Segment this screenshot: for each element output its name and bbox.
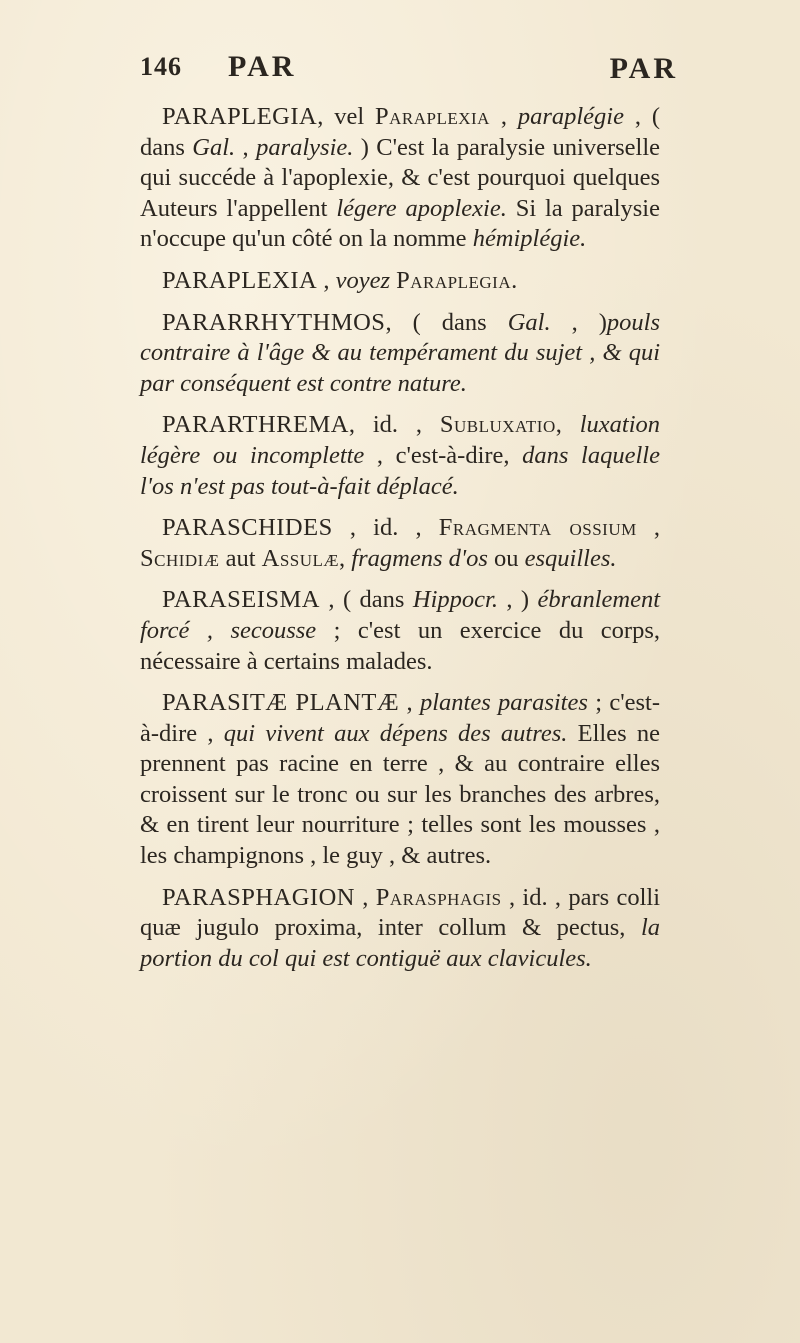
entry-text-segment: Schidiæ xyxy=(140,544,220,572)
entry-text-segment: la portion du col qui est contiguë aux clavicules. xyxy=(140,914,660,972)
entry-headword: PARARRHYTHMOS xyxy=(162,308,386,336)
entry-headword: PARASPHAGION xyxy=(162,883,355,911)
entry-text-segment: , xyxy=(354,883,376,911)
entry-text-segment: hémiplégie. xyxy=(472,225,587,253)
dictionary-entries xyxy=(140,102,660,985)
entry-text-segment: paralysie. xyxy=(256,133,354,161)
entry-headword: PARASEISMA xyxy=(162,586,320,614)
entry-text-segment: , id. , xyxy=(332,514,439,542)
entry-text-segment: ; c'est-à-dire , xyxy=(140,689,660,747)
entry-paraschides xyxy=(140,513,660,574)
entry-headword: PARAPLEXIA xyxy=(162,266,318,294)
entry-paraplexia xyxy=(140,266,660,297)
running-head xyxy=(140,52,690,92)
entry-text-segment: Gal. xyxy=(192,133,236,161)
entry-text-segment: Hippocr. xyxy=(412,586,498,614)
entry-text-segment: pouls contraire à l'âge & au tempérament du sujet , & qui par conséquent est contre nature. xyxy=(140,308,660,397)
entry-paraplegia xyxy=(140,102,660,255)
entry-text-segment: , id. , pars colli quæ jugulo proxima, inter collum & pectus, xyxy=(140,883,661,942)
entry-text-segment: qui vivent aux dépens des autres. xyxy=(223,719,568,747)
entry-pararrhythmos xyxy=(140,308,660,400)
entry-text-segment: légere apoplexie. xyxy=(336,194,507,222)
entry-text-segment: ébranlement forcé , secousse xyxy=(140,586,660,644)
entry-text-segment: paraplégie xyxy=(517,103,624,130)
entry-text-segment: Assulæ xyxy=(261,544,340,572)
entry-text-segment: , id. , xyxy=(348,411,440,439)
entry-text-segment: Si la paralysie n'occupe qu'un côté on la nomme xyxy=(140,194,660,253)
entry-headword: PARARTHREMA xyxy=(162,411,349,439)
entry-text-segment: plantes parasites xyxy=(419,689,588,717)
entry-text-segment: fragmens d'os xyxy=(351,544,488,572)
entry-pararthrema xyxy=(140,410,660,502)
entry-paraseisma xyxy=(140,585,660,677)
entry-text-segment: , c'est-à-dire, xyxy=(364,441,523,469)
entry-headword: PARAPLEGIA xyxy=(162,103,318,130)
entry-text-segment: esquilles. xyxy=(524,544,617,572)
entry-text-segment: ) C'est la paralysie universelle qui succéde à l'apoplexie, & c'est pourquoi quelques Auteurs l'appellent xyxy=(140,133,660,222)
entry-text-segment: Gal. xyxy=(507,308,551,336)
entry-text-segment: , xyxy=(636,514,660,542)
entry-text-segment: luxation légère ou incomplette xyxy=(140,411,660,469)
running-head-left: PAR xyxy=(228,50,297,83)
entry-text-segment: , vel xyxy=(317,103,375,130)
entry-text-segment: , ( dans xyxy=(140,103,660,161)
entry-text-segment: , xyxy=(339,544,352,572)
entry-text-segment: Elles ne prennent pas racine en terre , & au contraire elles croissent sur le tronc ou sur les branches des arbres, & en tirent leur nourriture ; telles sont les mousses , les champignons , le guy , & autres. xyxy=(140,719,660,870)
entry-text-segment: ou xyxy=(487,544,525,572)
entry-text-segment: , ) xyxy=(550,308,607,336)
entry-text-segment: voyez xyxy=(335,266,391,294)
page-number: 146 xyxy=(140,52,182,81)
entry-text-segment: , ( dans xyxy=(385,308,508,336)
entry-text-segment: , ( dans xyxy=(319,586,413,614)
entry-text-segment: , xyxy=(489,103,518,130)
entry-headword: PARASITÆ PLANTÆ xyxy=(162,689,400,717)
entry-text-segment: Fragmenta ossium xyxy=(438,514,637,542)
entry-parasphagion xyxy=(140,883,660,975)
running-head-right: PAR xyxy=(609,52,678,85)
entry-text-segment: dans laquelle l'os n'est pas tout-à-fait déplacé. xyxy=(140,441,660,500)
entry-text-segment: , xyxy=(317,266,336,294)
entry-text-segment: Subluxatio xyxy=(439,411,556,439)
entry-text-segment: Paraplexia xyxy=(375,103,490,130)
entry-text-segment: , xyxy=(555,411,580,439)
entry-text-segment: aut xyxy=(219,544,262,572)
entry-text-segment: Paraplegia. xyxy=(396,266,518,294)
entry-text-segment: , xyxy=(235,133,257,161)
entry-text-segment: ; c'est un exercice du corps, nécessaire à certains malades. xyxy=(140,616,660,675)
entry-parasitae-plantae xyxy=(140,688,660,872)
entry-text-segment: Parasphagis xyxy=(375,883,502,911)
entry-headword: PARASCHIDES xyxy=(162,514,333,542)
entry-text-segment: , xyxy=(399,689,420,717)
entry-text-segment: , ) xyxy=(497,586,538,614)
